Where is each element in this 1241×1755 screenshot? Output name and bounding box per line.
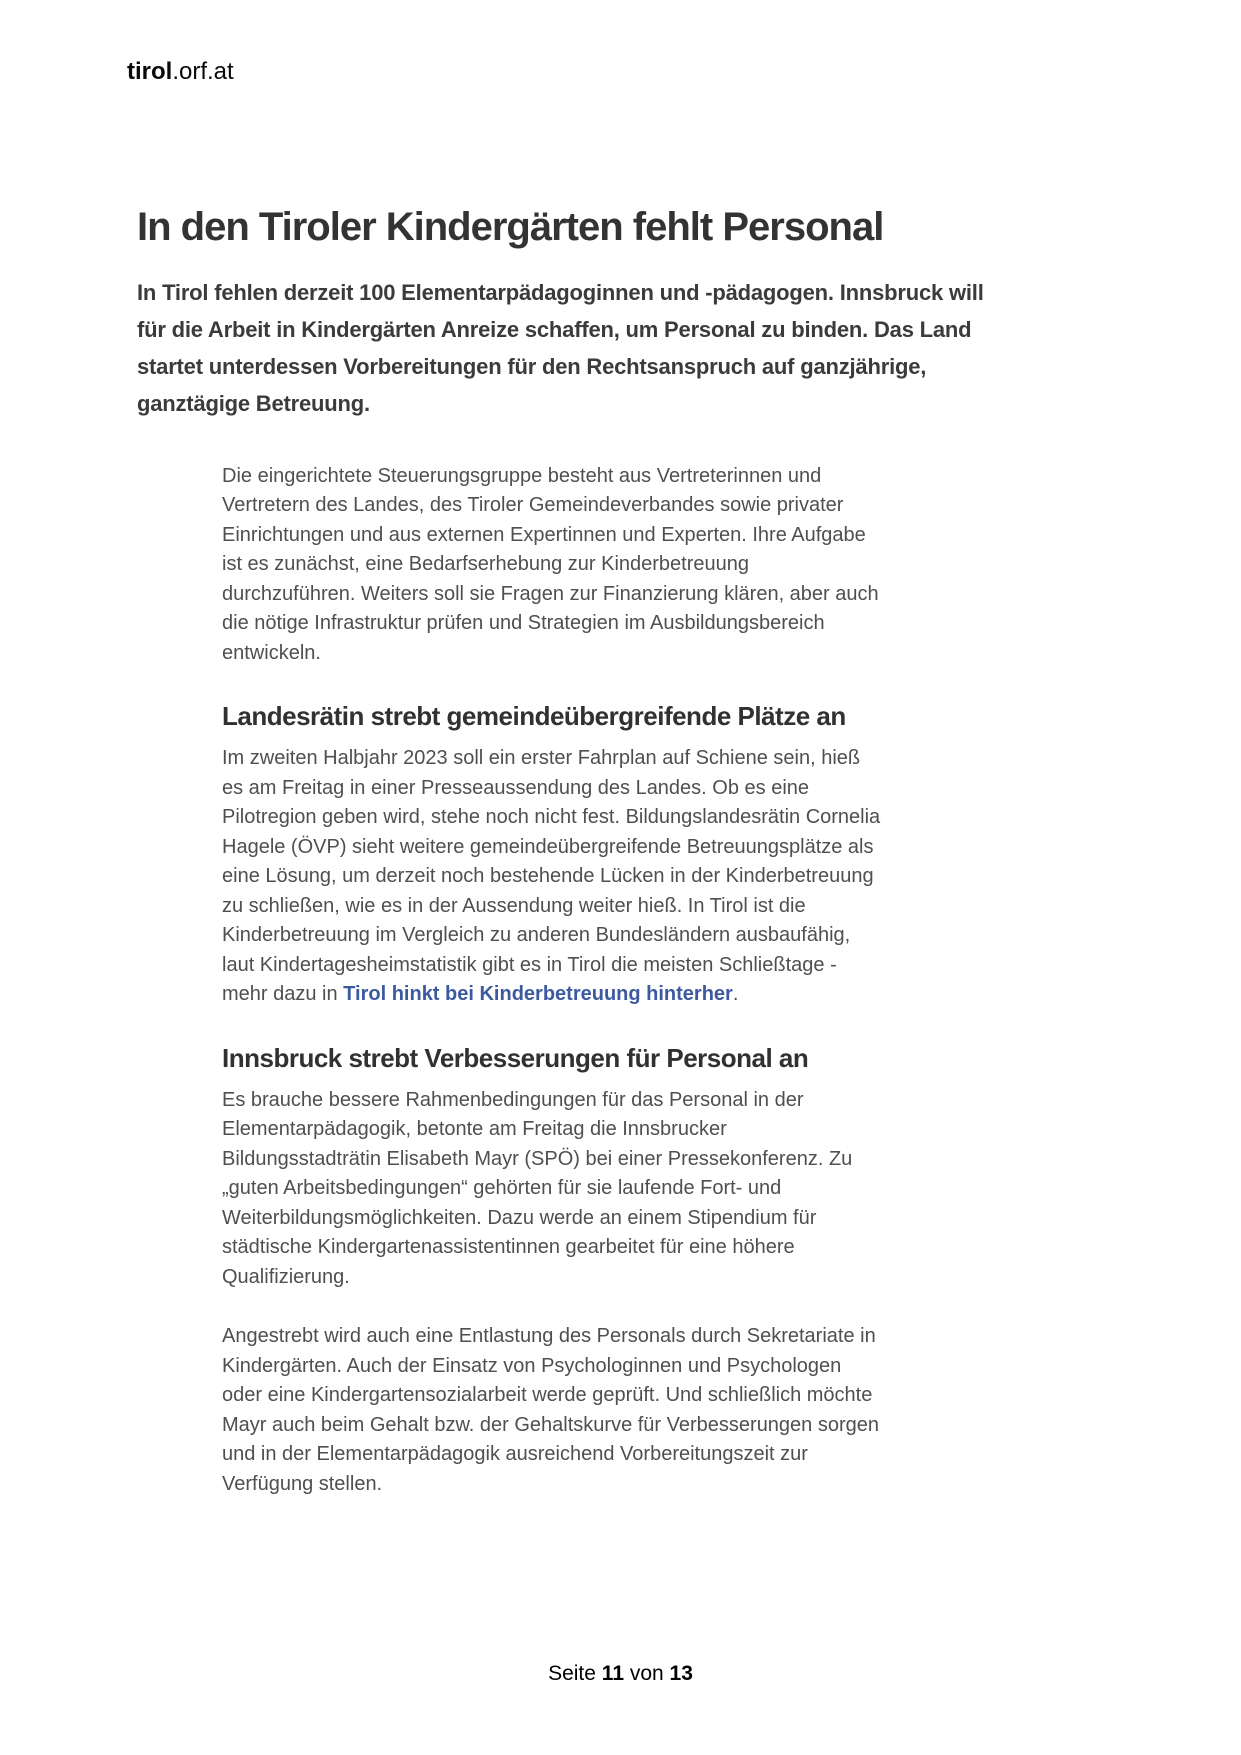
article <box>137 205 989 1529</box>
footer-label-of: von <box>629 1662 664 1685</box>
section-2-paragraph-1: Es brauche bessere Rahmenbedingungen für das Personal in der Elementarpädagogik, betonte am Freitag die Innsbrucker Bildungsstadträtin Elisabeth Mayr (SPÖ) bei einer Pressekonferenz. Zu „guten Arbeitsbedingungen“ gehörten für sie laufende Fort- und Weiterbildungsmöglichkeiten. Dazu werde an einem Stipendium für städtische Kindergartenassistentinnen gearbeitet für eine höhere Qualifizierung. <box>222 1088 853 1288</box>
footer-total-pages: 13 <box>669 1662 693 1685</box>
footer-label-page: Seite <box>548 1662 596 1685</box>
section-2-paragraph-2: Angestrebt wird auch eine Entlastung des Personals durch Sekretariate in Kindergärten. Auch der Einsatz von Psychologinnen und Psychologen oder eine Kindergartensozialarbeit werde geprüft. Und schließlich möchte Mayr auch beim Gehalt bzw. der Gehaltskurve für Verbesserungen sorgen und in der Elementarpädagogik ausreichend Vorbereitungszeit zur Verfügung stellen. <box>222 1325 880 1495</box>
article-body <box>222 462 884 1499</box>
paragraph-text-after-link: . <box>732 983 739 1006</box>
article-lead: In Tirol fehlen derzeit 100 Elementarpädagoginnen und -pädagogen. Innsbruck will für die Arbeit in Kindergärten Anreize schaffen, um Personal zu binden. Das Land startet unterdessen Vorbereitungen für den Rechtsanspruch auf ganzjährige, ganztägige Betreuung. <box>137 279 984 416</box>
related-article-link[interactable]: Tirol hinkt bei Kinderbetreuung hinterher <box>343 983 733 1006</box>
section-heading-landesraetin: Landesrätin strebt gemeindeübergreifende Plätze an <box>222 701 846 732</box>
section-1-paragraph <box>222 744 884 1010</box>
footer-page-number: 11 <box>601 1662 624 1685</box>
article-title: In den Tiroler Kindergärten fehlt Personal <box>137 205 884 249</box>
site-logo-bold: tirol <box>127 58 173 85</box>
section-heading-innsbruck: Innsbruck strebt Verbesserungen für Personal an <box>222 1042 809 1073</box>
page-footer <box>0 1662 1241 1686</box>
site-logo <box>127 58 234 86</box>
site-logo-domain: .orf.at <box>172 58 234 85</box>
paragraph-text-before-link: Im zweiten Halbjahr 2023 soll ein erster Fahrplan auf Schiene sein, hieß es am Freitag in einer Presseaussendung des Landes. Ob es eine Pilotregion geben wird, stehe noch nicht fest. Bildungslandesrätin Cornelia Hagele (ÖVP) sieht weitere gemeindeübergreifende Betreuungsplätze als eine Lösung, um derzeit noch bestehende Lücken in der Kinderbetreuung zu schließen, wie es in der Aussendung weiter hieß. In Tirol ist die Kinderbetreuung im Vergleich zu anderen Bundesländern ausbaufähig, laut Kindertagesheimstatistik gibt es in Tirol die meisten Schließtage - mehr dazu in <box>222 747 881 1006</box>
intro-paragraph: Die eingerichtete Steuerungsgruppe besteht aus Vertreterinnen und Vertretern des Landes, des Tiroler Gemeindeverbandes sowie privater Einrichtungen und aus externen Expertinnen und Experten. Ihre Aufgabe ist es zunächst, eine Bedarfserhebung zur Kinderbetreuung durchzuführen. Weiters soll sie Fragen zur Finanzierung klären, aber auch die nötige Infrastruktur prüfen und Strategien im Ausbildungsbereich entwickeln. <box>222 464 879 664</box>
